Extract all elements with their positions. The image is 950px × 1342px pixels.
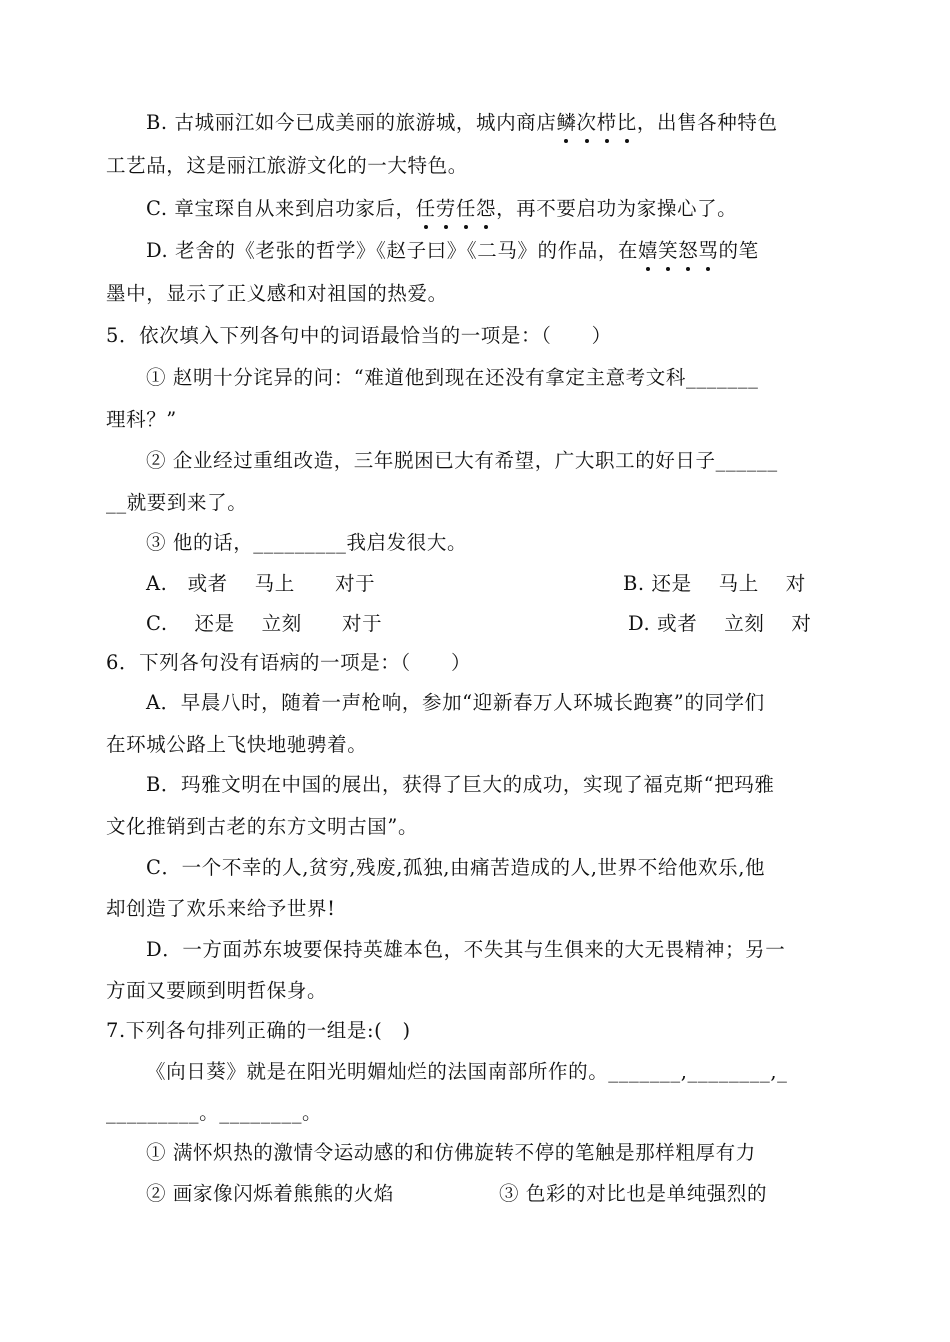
q5-sentence2-line1: ② 企业经过重组改造，三年脱困已大有希望，广大职工的好日子______ bbox=[146, 449, 778, 472]
q7-item-1: ① 满怀炽热的激情令运动感的和仿佛旋转不停的笔触是那样粗厚有力 bbox=[146, 1141, 756, 1164]
q6-option-b-line1: B．玛雅文明在中国的展出，获得了巨大的成功，实现了福克斯“把玛雅 bbox=[146, 773, 775, 796]
q4-option-b-line1: B. 古城丽江如今已成美丽的旅游城，城内商店鳞次栉比，出售各种特色 bbox=[146, 108, 778, 138]
emphasis-char: 嬉 bbox=[638, 236, 658, 266]
emphasis-char: 任 bbox=[456, 194, 476, 224]
q5-sentence1-line2: 理科？” bbox=[106, 408, 177, 431]
q6-option-a-line2: 在环城公路上飞快地驰骋着。 bbox=[106, 733, 368, 756]
q5-option-b: B. 还是 马上 对 bbox=[623, 572, 806, 595]
emphasis-char: 怒 bbox=[678, 236, 698, 266]
emphasis-char: 鳞 bbox=[556, 108, 576, 138]
emphasis-char: 劳 bbox=[436, 194, 456, 224]
q4-option-c: C. 章宝琛自从来到启功家后，任劳任怨，再不要启功为家操心了。 bbox=[146, 194, 737, 224]
q4-option-d-line2: 墨中，显示了正义感和对祖国的热爱。 bbox=[106, 282, 448, 305]
emphasis-char: 怨 bbox=[476, 194, 496, 224]
q6-option-a-line1: A．早晨八时，随着一声枪响，参加“迎新春万人环城长跑赛”的同学们 bbox=[146, 691, 765, 714]
q6-option-c-line2: 却创造了欢乐来给予世界! bbox=[106, 897, 336, 920]
emphasis-char: 任 bbox=[416, 194, 436, 224]
q5-sentence3: ③ 他的话，_________我启发很大。 bbox=[146, 531, 468, 554]
q6-option-d-line1: D．一方面苏东坡要保持英雄本色，不失其与生俱来的大无畏精神；另一 bbox=[146, 938, 786, 961]
q6-option-d-line2: 方面又要顾到明哲保身。 bbox=[106, 979, 328, 1002]
q6-option-b-line2: 文化推销到古老的东方文明古国”。 bbox=[106, 815, 419, 838]
q5-option-c: C. 还是 立刻 对于 bbox=[146, 612, 383, 635]
q5-option-a: A. 或者 马上 对于 bbox=[146, 572, 376, 595]
q7-item-3: ③ 色彩的对比也是单纯强烈的 bbox=[499, 1182, 768, 1205]
emphasis-char: 次 bbox=[577, 108, 597, 138]
emphasis-char: 笑 bbox=[658, 236, 678, 266]
q4-option-b-line2: 工艺品，这是丽江旅游文化的一大特色。 bbox=[106, 154, 468, 177]
q7-item-2: ② 画家像闪烁着熊熊的火焰 bbox=[146, 1182, 394, 1205]
q5-option-d: D. 或者 立刻 对 bbox=[628, 612, 812, 635]
q5-sentence2-line2: __就要到来了。 bbox=[106, 491, 248, 514]
emphasis-char: 比 bbox=[617, 108, 637, 138]
q6-stem: 6．下列各句没有语病的一项是：（ ） bbox=[106, 651, 472, 674]
q6-option-c-line1: C．一个不幸的人,贫穷,残废,孤独,由痛苦造成的人,世界不给他欢乐,他 bbox=[146, 856, 766, 879]
q7-stem: 7.下列各句排列正确的一组是:( ) bbox=[106, 1019, 411, 1042]
q7-passage-line1: 《向日葵》就是在阳光明媚灿烂的法国南部所作的。_______,________,_ bbox=[146, 1060, 788, 1083]
q5-stem: 5．依次填入下列各句中的词语最恰当的一项是：（ ） bbox=[106, 324, 612, 347]
q7-passage-line2: _________。________。 bbox=[106, 1101, 323, 1124]
q4-option-d-line1: D. 老舍的《老张的哲学》《赵子曰》《二马》的作品，在嬉笑怒骂的笔 bbox=[146, 236, 759, 266]
q5-sentence1-line1: ① 赵明十分诧异的问：“难道他到现在还没有拿定主意考文科_______ bbox=[146, 366, 759, 389]
emphasis-char: 栉 bbox=[597, 108, 617, 138]
emphasis-char: 骂 bbox=[698, 236, 718, 266]
